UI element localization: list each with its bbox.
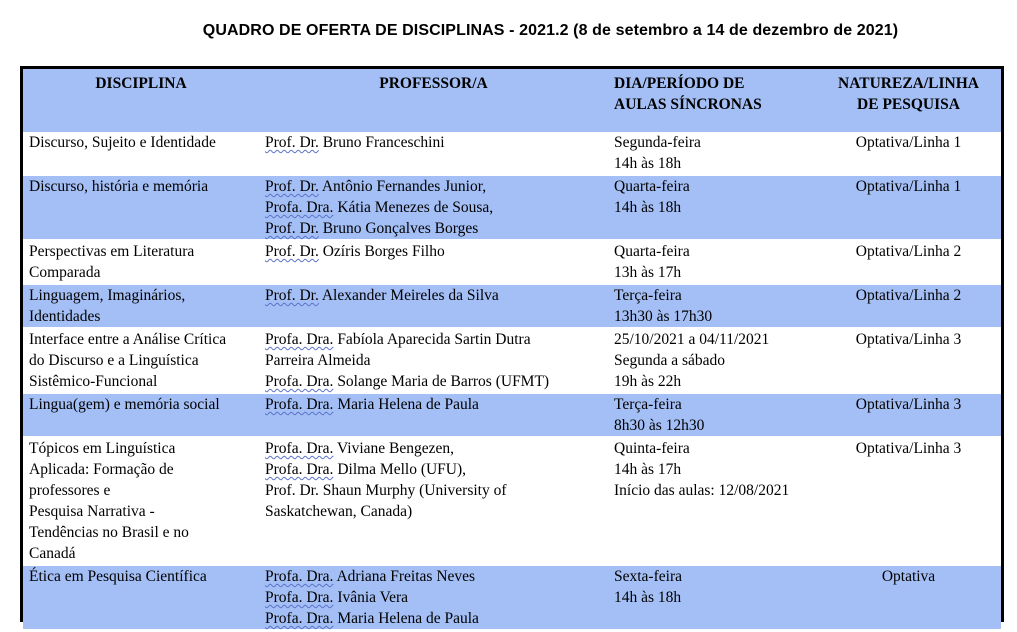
disciplina-line: Identidades — [29, 308, 101, 325]
cell-natureza — [816, 437, 1001, 565]
cell-professor — [259, 175, 608, 240]
cell-natureza — [816, 240, 1001, 284]
professor-line — [265, 329, 602, 350]
disciplina-line: Ética em Pesquisa Científica — [29, 568, 207, 585]
table-row — [23, 437, 1001, 565]
professor-line — [265, 394, 602, 415]
title-abbreviation: Prof. Dr. — [265, 287, 319, 304]
cell-professor — [259, 132, 608, 175]
cell-periodo — [608, 328, 816, 393]
professor-line — [265, 197, 602, 218]
cell-periodo — [608, 284, 816, 328]
professor-line — [265, 350, 602, 371]
natureza-value: Optativa — [881, 568, 936, 585]
natureza-value: Optativa/Linha 1 — [855, 178, 962, 195]
periodo-line: 14h às 18h — [614, 155, 682, 172]
cell-natureza — [816, 284, 1001, 328]
table-header-row — [23, 69, 1001, 132]
disciplina-line: Linguagem, Imaginários, — [29, 287, 186, 304]
title-abbreviation: Prof. Dr. — [265, 178, 319, 195]
cell-periodo — [608, 437, 816, 565]
professor-name: Alexander Meireles da Silva — [321, 287, 499, 304]
professor-name: Viviane Bengezen, — [337, 440, 455, 457]
column-header-disciplina — [23, 69, 259, 132]
cell-periodo — [608, 175, 816, 240]
periodo-line: Segunda a sábado — [614, 352, 726, 369]
cell-periodo — [608, 393, 816, 437]
professor-name: Kátia Menezes de Sousa, — [337, 199, 494, 216]
header-line: AULAS SÍNCRONAS — [614, 96, 762, 113]
professor-line — [265, 566, 602, 587]
title-abbreviation: Profa. Dra. — [265, 589, 334, 606]
professor-name: Prof. Dr. Shaun Murphy (University of — [265, 482, 507, 499]
disciplina-line: Aplicada: Formação de — [29, 461, 174, 478]
title-abbreviation: Profa. Dra. — [265, 199, 334, 216]
periodo-line: Segunda-feira — [614, 134, 701, 151]
professor-name: Bruno Franceschini — [322, 134, 445, 151]
cell-disciplina — [23, 565, 259, 629]
header-line: DIA/PERÍODO DE — [614, 75, 745, 92]
table-row — [23, 175, 1001, 240]
professor-name: Parreira Almeida — [265, 352, 371, 369]
professor-name: Antônio Fernandes Junior, — [321, 178, 487, 195]
cell-natureza — [816, 132, 1001, 175]
table-body — [23, 132, 1001, 629]
professor-line — [265, 480, 602, 501]
cell-disciplina — [23, 328, 259, 393]
professor-line — [265, 132, 602, 153]
professor-name: Saskatchewan, Canada) — [265, 503, 413, 520]
cell-disciplina — [23, 437, 259, 565]
professor-line — [265, 176, 602, 197]
professor-name: Maria Helena de Paula — [337, 610, 479, 627]
natureza-value: Optativa/Linha 3 — [855, 331, 962, 348]
table-row — [23, 328, 1001, 393]
cell-professor — [259, 328, 608, 393]
periodo-line: 8h30 às 12h30 — [614, 417, 705, 434]
cell-professor — [259, 284, 608, 328]
cell-disciplina — [23, 175, 259, 240]
disciplina-line: Lingua(gem) e memória social — [29, 396, 220, 413]
title-abbreviation: Profa. Dra. — [265, 440, 334, 457]
disciplina-line: Sistêmico-Funcional — [29, 373, 158, 390]
title-abbreviation: Profa. Dra. — [265, 331, 334, 348]
disciplina-line: do Discurso e a Linguística — [29, 352, 199, 369]
title-abbreviation: Prof. Dr. — [265, 134, 319, 151]
title-abbreviation: Profa. Dra. — [265, 461, 334, 478]
title-abbreviation: Prof. Dr. — [265, 243, 319, 260]
periodo-line: Terça-feira — [614, 287, 682, 304]
cell-periodo — [608, 565, 816, 629]
disciplina-line: Discurso, história e memória — [29, 178, 209, 195]
professor-name: Ivânia Vera — [337, 589, 409, 606]
professor-name: Dilma Mello (UFU), — [337, 461, 467, 478]
course-offer-table — [23, 69, 1001, 629]
periodo-line: 13h às 17h — [614, 264, 682, 281]
natureza-value: Optativa/Linha 3 — [855, 396, 962, 413]
cell-periodo — [608, 132, 816, 175]
professor-line — [265, 587, 602, 608]
periodo-line: 25/10/2021 a 04/11/2021 — [614, 331, 770, 348]
disciplina-line: Interface entre a Análise Crítica — [29, 331, 227, 348]
natureza-value: Optativa/Linha 1 — [855, 134, 962, 151]
disciplina-line: Pesquisa Narrativa - — [29, 503, 155, 520]
natureza-value: Optativa/Linha 2 — [855, 243, 962, 260]
disciplina-line: Perspectivas em Literatura — [29, 243, 195, 260]
professor-line — [265, 218, 602, 239]
disciplina-line: Canadá — [29, 545, 76, 562]
professor-name: Bruno Gonçalves Borges — [322, 220, 479, 237]
periodo-line: Quinta-feira — [614, 440, 690, 457]
professor-line — [265, 285, 602, 306]
cell-disciplina — [23, 284, 259, 328]
title-abbreviation: Profa. Dra. — [265, 610, 334, 627]
cell-natureza — [816, 565, 1001, 629]
page-title: QUADRO DE OFERTA DE DISCIPLINAS - 2021.2 (8 de setembro a 14 de dezembro de 2021) — [202, 22, 899, 39]
periodo-line: Sexta-feira — [614, 568, 682, 585]
course-table-frame — [20, 66, 1004, 627]
professor-line — [265, 241, 602, 262]
natureza-value: Optativa/Linha 3 — [855, 440, 962, 457]
professor-line — [265, 459, 602, 480]
professor-line — [265, 371, 602, 392]
cell-natureza — [816, 393, 1001, 437]
cell-natureza — [816, 175, 1001, 240]
header-line: PROFESSOR/A — [379, 75, 488, 92]
cell-disciplina — [23, 393, 259, 437]
periodo-line: Terça-feira — [614, 396, 682, 413]
periodo-line: 13h30 às 17h30 — [614, 308, 713, 325]
periodo-line: 14h às 18h — [614, 589, 682, 606]
table-row — [23, 240, 1001, 284]
professor-name: Fabíola Aparecida Sartin Dutra — [337, 331, 531, 348]
table-row — [23, 132, 1001, 175]
disciplina-line: Discurso, Sujeito e Identidade — [29, 134, 216, 151]
cell-periodo — [608, 240, 816, 284]
cell-professor — [259, 437, 608, 565]
table-row — [23, 284, 1001, 328]
periodo-line: 14h às 18h — [614, 199, 682, 216]
cell-professor — [259, 565, 608, 629]
natureza-value: Optativa/Linha 2 — [855, 287, 962, 304]
disciplina-line: Comparada — [29, 264, 101, 281]
professor-line — [265, 438, 602, 459]
title-abbreviation: Profa. Dra. — [265, 396, 334, 413]
header-line: DE PESQUISA — [857, 96, 960, 113]
title-abbreviation: Profa. Dra. — [265, 568, 334, 585]
professor-line — [265, 608, 602, 629]
professor-line — [265, 501, 602, 522]
professor-name: Maria Helena de Paula — [337, 396, 479, 413]
disciplina-line: professores e — [29, 482, 111, 499]
periodo-line: Quarta-feira — [614, 178, 690, 195]
professor-name: Adriana Freitas Neves — [336, 568, 476, 585]
table-row — [23, 393, 1001, 437]
cell-professor — [259, 393, 608, 437]
title-abbreviation: Prof. Dr. — [265, 220, 319, 237]
periodo-line: Início das aulas: 12/08/2021 — [614, 482, 790, 499]
professor-name: Ozíris Borges Filho — [322, 243, 445, 260]
header-line: DISCIPLINA — [95, 75, 187, 92]
periodo-line: Quarta-feira — [614, 243, 690, 260]
column-header-natureza — [816, 69, 1001, 132]
column-header-professor — [259, 69, 608, 132]
header-line: NATUREZA/LINHA — [838, 75, 979, 92]
disciplina-line: Tópicos em Linguística — [29, 440, 176, 457]
table-row — [23, 565, 1001, 629]
cell-natureza — [816, 328, 1001, 393]
title-abbreviation: Profa. Dra. — [265, 373, 334, 390]
cell-disciplina — [23, 240, 259, 284]
professor-name: Solange Maria de Barros (UFMT) — [337, 373, 550, 390]
periodo-line: 19h às 22h — [614, 373, 682, 390]
periodo-line: 14h às 17h — [614, 461, 682, 478]
disciplina-line: Tendências no Brasil e no — [29, 524, 189, 541]
column-header-periodo — [608, 69, 816, 132]
cell-disciplina — [23, 132, 259, 175]
cell-professor — [259, 240, 608, 284]
